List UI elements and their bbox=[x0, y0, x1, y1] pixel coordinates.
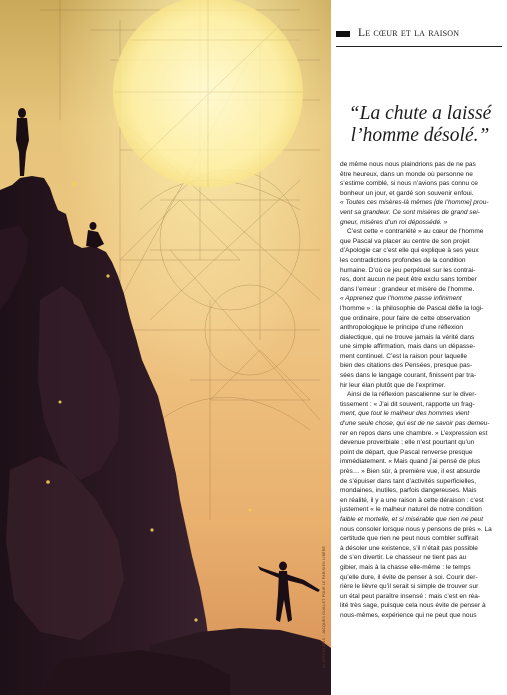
article-line: humaine. D’où ce jeu perpétuel sur les contrai- bbox=[340, 266, 476, 274]
article-line: certitude que rien ne peut nous combler suffirait bbox=[340, 535, 479, 543]
article-line: dialectique, qui ne trouve jamais la vérité dans bbox=[340, 333, 475, 341]
article-line: de s’épuiser dans tant d’activités superficielles, bbox=[340, 477, 477, 485]
article-line: en réalité, il y a une raison à cette déraison : c’est bbox=[340, 496, 484, 504]
article-line: res, dont aucun ne peut être exclu sans tomber bbox=[340, 276, 477, 284]
article-line: que ordinaire, pour faire de cette observation bbox=[340, 314, 471, 322]
article-line: l’homme » : la philosophie de Pascal défie la logi- bbox=[340, 304, 484, 312]
article-line: près… » Bien sûr, à première vue, il est absurde bbox=[340, 468, 481, 475]
article-line: gneur, misères d’un roi dépossédé. » bbox=[340, 218, 448, 226]
article-line: sées dans le langage courant, finissent par tra- bbox=[340, 372, 477, 380]
article-line: tissement : « J’ai dit souvent, rapporte un frag- bbox=[340, 400, 475, 408]
header-divider bbox=[336, 46, 502, 47]
article-line: de s’en divertir. Le chasseur ne tient pas au bbox=[340, 554, 467, 562]
article-line: vent sa grandeur. Ce sont misères de grand sei- bbox=[340, 208, 480, 216]
article-line: ment, que tout le malheur des hommes vient bbox=[340, 410, 470, 418]
pull-quote bbox=[336, 103, 504, 147]
article-line: « Toutes ces misères-là mêmes [de l’homme] prou- bbox=[340, 199, 489, 207]
article-line: immédiatement. « Mais quand j’ai pensé de plus bbox=[340, 458, 481, 466]
article-body bbox=[340, 160, 502, 621]
article-line: rière le lièvre qu’il serait si simple de trouver sur bbox=[340, 583, 479, 591]
article-line: rer en repos dans une chambre. » L’expression est bbox=[340, 429, 488, 437]
article-line: dans l’erreur : grandeur et misère de l’homme. bbox=[340, 285, 475, 293]
article-line: que Pascal va placer au centre de son projet bbox=[340, 237, 470, 245]
article-line: justement « le malheur naturel de notre condition bbox=[340, 506, 482, 514]
article-line: une simple affirmation, mais dans un dépasse- bbox=[340, 343, 476, 351]
illustration-credit: ILLUSTRATIONS : JACQUES GUILLET POUR LE PARISIEN LIBÉRÉ bbox=[322, 545, 326, 668]
article-line: faible et mortelle, et si misérable que rien ne peut bbox=[340, 515, 484, 523]
article-line: d’Apologie car c’est elle qui explique à ses yeux bbox=[340, 247, 479, 255]
article-line: lité très sage, puisque cela nous évite de penser à bbox=[340, 602, 486, 610]
article-line: bonheur un jour, et gardé son souvenir enfoui. bbox=[340, 189, 474, 197]
article-line: anthropologique le principe d’une réflexion bbox=[340, 324, 464, 332]
article-line: nous-mêmes, expérience qui ne peut que nous bbox=[340, 611, 477, 619]
article-line: qu’elle dure, il évite de penser à soi. Courir der- bbox=[340, 573, 478, 581]
article-line: C’est cette « contrariété » au cœur de l’homme bbox=[347, 228, 484, 236]
article-line: « Apprenez que l’homme passe infiniment bbox=[340, 295, 462, 303]
article-line: les contradictions profondes de la condition bbox=[340, 256, 466, 264]
article-line: s’estime comblé, si nous n’avions pas connu ce bbox=[340, 180, 478, 188]
article-line: gibier, mais à la chasse elle-même : le temps bbox=[340, 563, 471, 571]
article-line: être heureux, dans un monde où personne ne bbox=[340, 170, 473, 178]
article-line: mondaines, inutiles, parfois dangereuses. Mais bbox=[340, 487, 477, 495]
header-rule-mark bbox=[336, 31, 350, 37]
article-line: de même nous nous plaindrions pas de ne pas bbox=[340, 161, 476, 168]
article-line: nous consoler lorsque nous y pensons de près ». La bbox=[340, 525, 492, 533]
article-line: Ainsi de la réflexion pascalienne sur le diver- bbox=[347, 391, 477, 399]
pull-quote-line-1: “La chute a laissé bbox=[348, 103, 492, 124]
section-title: Le cœur et la raison bbox=[358, 27, 460, 39]
article-line: ment continuel. C’est la raison pour laquelle bbox=[340, 352, 468, 360]
article-line: bien des citations des Pensées, presque pas- bbox=[340, 362, 473, 370]
article-line: un étal peut paraître insensé : mais c’est en réa- bbox=[340, 592, 481, 600]
pull-quote-line-2: l’homme désolé.” bbox=[350, 125, 490, 146]
article-line: d’une seule chose, qui est de ne savoir pas demeu- bbox=[340, 420, 490, 428]
article-line: devenue proverbiale ; elle n’est pourtant qu’un bbox=[340, 439, 475, 447]
article-line: à désoler une existence, s’il n’était pas possible bbox=[340, 544, 478, 552]
article-line: hir leur élan plutôt que de l’exprimer. bbox=[340, 381, 446, 389]
article-line: point de départ, que Pascal renverse presque bbox=[340, 448, 473, 456]
